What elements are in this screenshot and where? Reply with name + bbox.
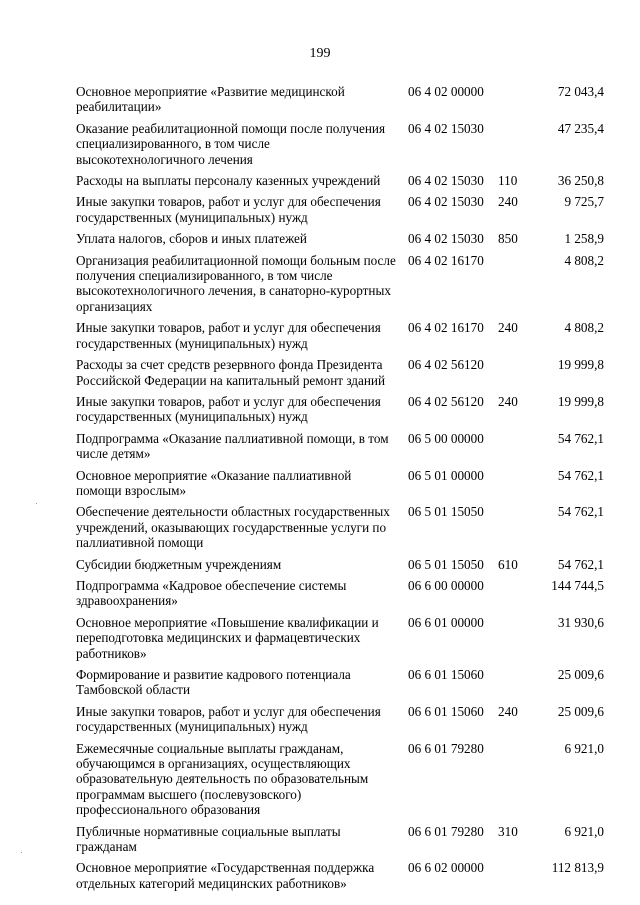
row-amount: 47 235,4 bbox=[557, 120, 604, 136]
row-name: Обеспечение деятельности областных государственных учреждений, оказывающих государственные услуги по паллиативной помощи bbox=[76, 504, 390, 551]
row-vr bbox=[498, 431, 538, 468]
row-code: 06 6 01 15060 bbox=[408, 667, 484, 682]
table-row bbox=[76, 394, 604, 431]
table-row bbox=[76, 468, 604, 505]
scan-speck bbox=[36, 503, 37, 504]
row-code: 06 6 00 00000 bbox=[408, 577, 484, 593]
row-code: 06 5 01 15050 bbox=[408, 556, 484, 572]
row-name: Подпрограмма «Оказание паллиативной помощи, в том числе детям» bbox=[76, 430, 389, 462]
table-row bbox=[76, 578, 604, 615]
row-name: Организация реабилитационной помощи больным после получения специализированного, в том числе высокотехнологичного лечения, в санаторно-курортных организациях bbox=[76, 252, 396, 314]
row-code: 06 4 02 15030 bbox=[408, 173, 484, 189]
row-vr bbox=[498, 84, 538, 121]
row-amount: 9 725,7 bbox=[564, 194, 604, 210]
row-amount: 72 043,4 bbox=[557, 84, 604, 99]
row-code: 06 5 01 00000 bbox=[408, 467, 484, 483]
row-vr: 240 bbox=[498, 320, 518, 336]
row-name: Уплата налогов, сборов и иных платежей bbox=[76, 231, 307, 247]
table-row bbox=[76, 824, 604, 861]
row-amount: 25 009,6 bbox=[557, 703, 604, 719]
row-amount: 19 999,8 bbox=[557, 393, 604, 409]
budget-table bbox=[76, 84, 604, 897]
row-name: Иные закупки товаров, работ и услуг для обеспечения государственных (муниципальных) нужд bbox=[76, 703, 381, 735]
row-amount: 54 762,1 bbox=[557, 504, 604, 520]
row-name: Ежемесячные социальные выплаты гражданам, обучающимся в организациях, осуществляющих образовательную деятельность по образовательным программам высшего (послевузовского) профессионального образования bbox=[76, 740, 369, 818]
row-code: 06 4 02 56120 bbox=[408, 357, 484, 373]
table-row bbox=[76, 121, 604, 173]
row-code: 06 4 02 16170 bbox=[408, 252, 484, 268]
row-name: Иные закупки товаров, работ и услуг для обеспечения государственных (муниципальных) нужд bbox=[76, 320, 381, 351]
table-row bbox=[76, 704, 604, 741]
table-row bbox=[76, 253, 604, 321]
row-amount: 4 808,2 bbox=[564, 252, 604, 268]
row-name: Оказание реабилитационной помощи после получения специализированного, в том числе высокотехнологичного лечения bbox=[76, 120, 386, 167]
row-name: Основное мероприятие «Оказание паллиативной помощи взрослым» bbox=[76, 467, 352, 498]
row-name: Иные закупки товаров, работ и услуг для обеспечения государственных (муниципальных) нужд bbox=[76, 194, 381, 225]
row-amount: 6 921,0 bbox=[564, 740, 604, 756]
row-vr: 850 bbox=[498, 231, 518, 247]
row-vr: 310 bbox=[498, 823, 518, 839]
row-name: Иные закупки товаров, работ и услуг для обеспечения государственных (муниципальных) нужд bbox=[76, 393, 381, 425]
row-code: 06 4 02 56120 bbox=[408, 393, 484, 409]
row-name: Субсидии бюджетным учреждениям bbox=[76, 556, 282, 572]
row-code: 06 4 02 15030 bbox=[408, 231, 484, 247]
page-number: 199 bbox=[309, 46, 331, 61]
table-row bbox=[76, 615, 604, 667]
table-row bbox=[76, 84, 604, 121]
table-row bbox=[76, 741, 604, 824]
row-vr bbox=[498, 468, 538, 505]
row-name: Подпрограмма «Кадровое обеспечение системы здравоохранения» bbox=[76, 577, 347, 609]
row-code: 06 6 01 79280 bbox=[408, 823, 484, 839]
row-name: Расходы за счет средств резервного фонда Президента Российской Федерации на капитальный ремонт зданий bbox=[76, 357, 386, 388]
row-name: Основное мероприятие «Развитие медицинской реабилитации» bbox=[76, 84, 345, 115]
row-vr bbox=[498, 253, 538, 321]
row-name: Публичные нормативные социальные выплаты гражданам bbox=[76, 823, 341, 855]
row-name: Формирование и развитие кадрового потенциала Тамбовской области bbox=[76, 667, 351, 698]
row-code: 06 6 01 15060 bbox=[408, 703, 484, 719]
row-code: 06 4 02 16170 bbox=[408, 320, 484, 336]
row-code: 06 6 01 00000 bbox=[408, 614, 484, 630]
row-amount: 144 744,5 bbox=[551, 577, 604, 593]
row-amount: 25 009,6 bbox=[557, 667, 604, 682]
row-amount: 54 762,1 bbox=[557, 467, 604, 483]
row-vr bbox=[498, 357, 538, 394]
row-amount: 4 808,2 bbox=[564, 320, 604, 336]
row-code: 06 5 01 15050 bbox=[408, 504, 484, 520]
table-row bbox=[76, 320, 604, 357]
table-row bbox=[76, 557, 604, 578]
table-row bbox=[76, 667, 604, 704]
table-row bbox=[76, 431, 604, 468]
table-row bbox=[76, 194, 604, 231]
row-amount: 54 762,1 bbox=[557, 556, 604, 572]
row-code: 06 5 00 00000 bbox=[408, 430, 484, 446]
row-name: Основное мероприятие «Государственная поддержка отдельных категорий медицинских работников» bbox=[76, 860, 375, 891]
row-vr: 240 bbox=[498, 194, 518, 210]
table-row bbox=[76, 860, 604, 897]
row-code: 06 4 02 15030 bbox=[408, 120, 484, 136]
row-amount: 112 813,9 bbox=[551, 860, 604, 876]
row-amount: 36 250,8 bbox=[557, 173, 604, 189]
row-vr bbox=[498, 504, 538, 556]
table-row bbox=[76, 231, 604, 252]
table-row bbox=[76, 173, 604, 194]
row-name: Расходы на выплаты персоналу казенных учреждений bbox=[76, 173, 381, 189]
row-vr bbox=[498, 578, 538, 615]
row-name: Основное мероприятие «Повышение квалификации и переподготовка медицинских и фармацевтических работников» bbox=[76, 614, 379, 661]
row-amount: 6 921,0 bbox=[564, 823, 604, 839]
row-code: 06 4 02 00000 bbox=[408, 84, 484, 99]
row-amount: 19 999,8 bbox=[557, 357, 604, 373]
row-vr bbox=[498, 121, 538, 173]
row-vr bbox=[498, 615, 538, 667]
row-amount: 1 258,9 bbox=[564, 231, 604, 247]
row-code: 06 6 01 79280 bbox=[408, 740, 484, 756]
row-vr bbox=[498, 860, 538, 897]
row-vr: 240 bbox=[498, 703, 518, 719]
row-vr bbox=[498, 741, 538, 824]
row-vr: 240 bbox=[498, 393, 518, 409]
row-vr bbox=[498, 667, 538, 704]
row-vr: 610 bbox=[498, 556, 518, 572]
table-row bbox=[76, 504, 604, 556]
row-amount: 54 762,1 bbox=[557, 430, 604, 446]
row-amount: 31 930,6 bbox=[557, 614, 604, 630]
row-vr: 110 bbox=[498, 173, 518, 189]
row-code: 06 6 02 00000 bbox=[408, 860, 484, 876]
row-code: 06 4 02 15030 bbox=[408, 194, 484, 210]
table-row bbox=[76, 357, 604, 394]
scan-speck bbox=[21, 852, 22, 853]
